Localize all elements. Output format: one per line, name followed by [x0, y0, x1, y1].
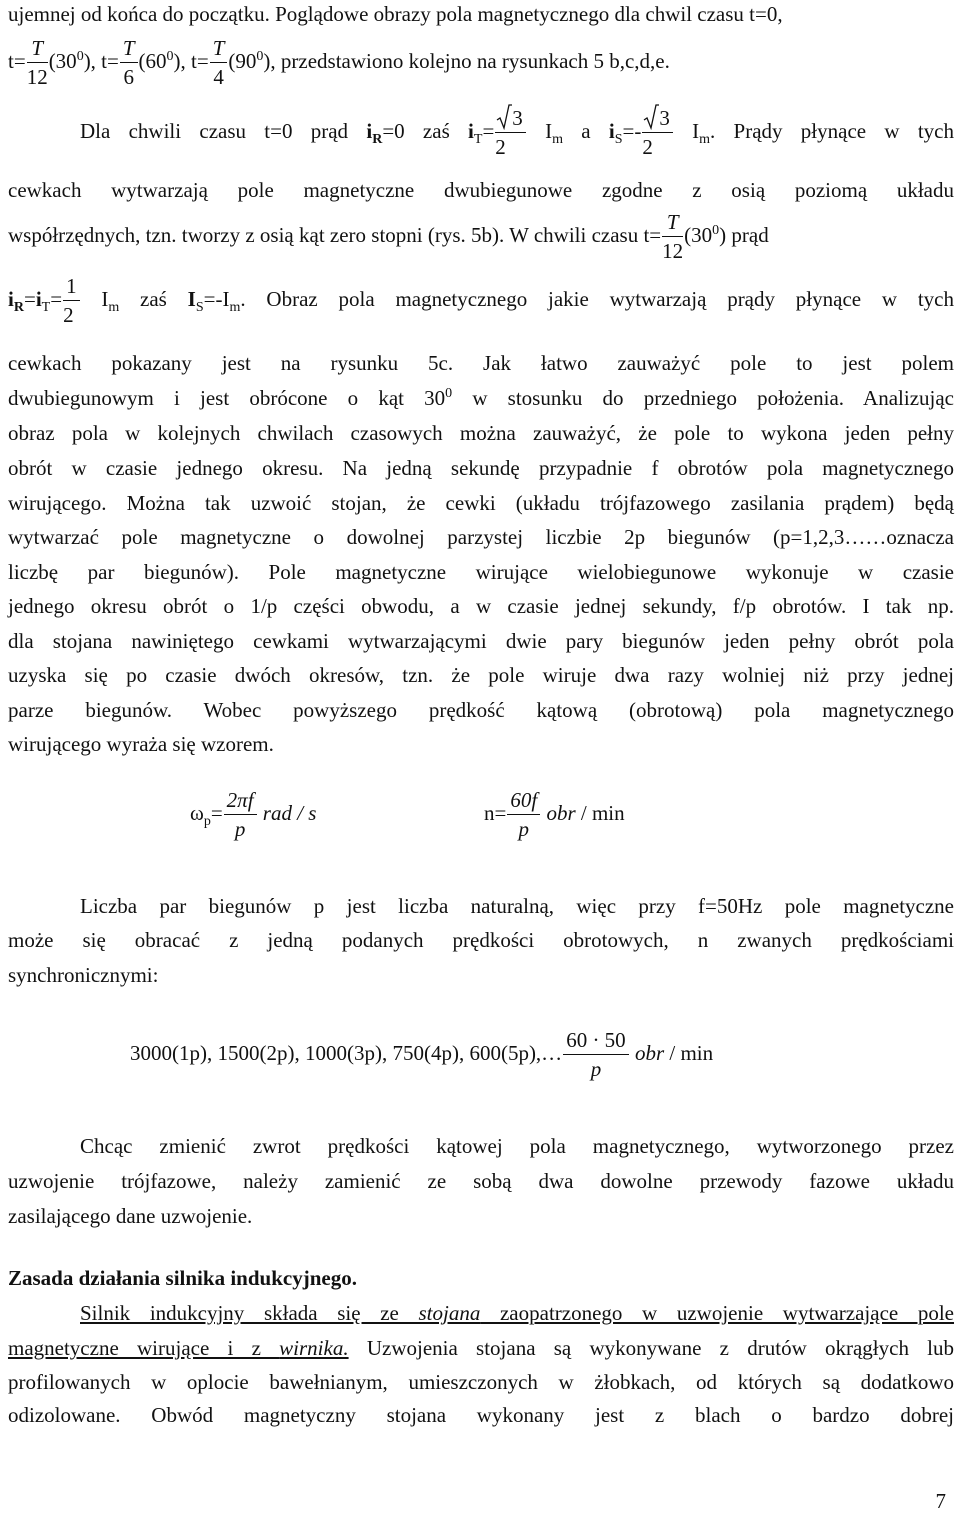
- text: =: [482, 118, 495, 143]
- fraction: [63, 276, 80, 326]
- subscript: T: [473, 132, 483, 147]
- text: Uzwojenia stojana są wykonywane z drutów okrągłych lub: [348, 1336, 955, 1360]
- text-line: jednego okresu obrót o 1/p części obwodu, a w czasie jednej sekundy, f/p obrotów. I tak np.: [8, 594, 954, 618]
- numerator: 2πf: [224, 790, 257, 815]
- text: dwubiegunowym i jest obrócone o kąt 30: [8, 386, 446, 410]
- numerator: T: [27, 38, 48, 63]
- text-line: obraz pola w kolejnych chwilach czasowych można zauważyć, że pole to wykona jeden pełny: [8, 421, 954, 445]
- text-line: Chcąc zmienić zwrot prędkości kątowej pola magnetycznego, wytworzonego przez: [80, 1134, 954, 1158]
- text-line: zasilającego dane uzwojenie.: [8, 1204, 253, 1228]
- text-line-fractions: [8, 38, 954, 88]
- underlined-text: Silnik indukcyjny składa się ze: [80, 1301, 419, 1325]
- underlined-italic-text: stojana: [418, 1301, 481, 1325]
- text-line: uzyska się po czasie dwóch okresów, tzn. że pole wiruje dwa razy wolniej niż przy jednej: [8, 663, 954, 687]
- text: ), przedstawiono kolejno na rysunkach 5 b,c,d,e.: [263, 48, 670, 73]
- text-line: Liczba par biegunów p jest liczba naturalną, więc przy f=50Hz pole magnetyczne: [80, 894, 954, 918]
- denominator: 2: [63, 303, 74, 327]
- numerator: 60f: [507, 790, 540, 815]
- text: =-I: [203, 286, 230, 311]
- text: ) prąd: [719, 222, 769, 247]
- superscript: 0: [712, 222, 720, 238]
- subscript: m: [699, 132, 710, 147]
- text: (60: [138, 48, 167, 73]
- formula-angular-velocity: [190, 790, 316, 840]
- numerator: T: [210, 38, 228, 63]
- denominator: p: [590, 1057, 602, 1081]
- text: I: [692, 118, 700, 143]
- radicand: 3: [659, 106, 670, 130]
- radicand: 3: [512, 106, 523, 130]
- omega-symbol: ω: [190, 800, 204, 825]
- fraction-sqrt3: [642, 108, 673, 158]
- text-line: wirującego wyraża się wzorem.: [8, 732, 274, 756]
- text-line: wirującego. Można tak uzwoić stojan, że cewki (układu trójfazowego zasilania prądem) będą: [8, 491, 954, 515]
- text: =: [23, 286, 36, 311]
- text: I: [80, 286, 109, 311]
- text: zaś: [119, 286, 188, 311]
- text: (90: [228, 48, 257, 73]
- unit: / min: [575, 800, 625, 825]
- subscript: p: [203, 814, 211, 829]
- text: . Obraz pola magnetycznego jakie wytwarzają prądy płynące w tych: [240, 286, 954, 311]
- subscript: m: [108, 300, 120, 315]
- text: =: [210, 800, 223, 825]
- text-line-currents: [8, 276, 954, 326]
- fraction: [120, 38, 138, 88]
- sqrt-sign: [498, 108, 523, 129]
- numerator: [495, 108, 526, 133]
- fraction: [563, 1030, 629, 1080]
- text: ), t=: [83, 48, 119, 73]
- denominator: 2: [495, 135, 506, 159]
- text-line-underlined: [80, 1300, 954, 1326]
- text: . Prądy płynące w tych: [710, 118, 954, 143]
- current-symbol: I: [187, 286, 196, 311]
- current-symbol: i: [366, 118, 373, 143]
- text: 3000(1p), 1500(2p), 1000(3p), 750(4p), 600(5p),…: [130, 1040, 563, 1065]
- formula-rotational-speed: [484, 790, 625, 840]
- unit: obr: [634, 1040, 665, 1065]
- unit: / min: [664, 1040, 714, 1065]
- current-symbol: i: [35, 286, 42, 311]
- unit: rad / s: [262, 800, 317, 825]
- underlined-text: zaopatrzonego w uzwojenie wytwarzające pole: [480, 1301, 955, 1325]
- fraction: [662, 212, 683, 262]
- superscript: 0: [445, 386, 453, 401]
- text: =0 zaś: [382, 118, 469, 143]
- text-line-currents: [80, 108, 954, 158]
- text-line: cewkach wytwarzają pole magnetyczne dwubiegunowe zgodne z osią poziomą układu: [8, 178, 954, 202]
- denominator: 12: [662, 239, 684, 263]
- current-symbol: i: [608, 118, 615, 143]
- numerator: 60 · 50: [563, 1030, 629, 1055]
- superscript: 0: [76, 48, 84, 64]
- subscript: m: [229, 300, 241, 315]
- text-line: cewkach pokazany jest na rysunku 5c. Jak łatwo zauważyć pole to jest polem: [8, 351, 954, 375]
- section-heading: Zasada działania silnika indukcyjnego.: [8, 1266, 357, 1290]
- text-line-fraction: [8, 212, 954, 262]
- formula-synchronous-speeds: [130, 1030, 713, 1080]
- sqrt-sign: [645, 108, 670, 129]
- subscript: S: [614, 132, 623, 147]
- subscript: R: [372, 132, 383, 147]
- numerator: 1: [63, 276, 80, 301]
- text: współrzędnych, tzn. tworzy z osią kąt zero stopni (rys. 5b). W chwili czasu t=: [8, 222, 662, 247]
- subscript: m: [552, 132, 563, 147]
- text-line: ujemnej od końca do początku. Poglądowe obrazy pola magnetycznego dla chwil czasu t=0,: [8, 2, 783, 26]
- fraction: [27, 38, 48, 88]
- text-line: obrót w czasie jednego okresu. Na jedną sekundę przypadnie f obrotów pola magnetycznego: [8, 456, 954, 480]
- text-line: dla stojana nawiniętego cewkami wytwarzającymi dwie pary biegunów jeden pełny obrót pola: [8, 629, 954, 653]
- numerator: T: [120, 38, 138, 63]
- text: t=: [8, 48, 26, 73]
- text-line: profilowanych w oplocie bawełnianym, umieszczonych w żłobkach, od których są dodatkowo: [8, 1370, 954, 1394]
- text: =-: [622, 118, 642, 143]
- denominator: p: [518, 817, 530, 841]
- unit: obr: [546, 800, 576, 825]
- text: Dla chwili czasu t=0 prąd: [80, 118, 367, 143]
- denominator: 6: [123, 65, 134, 89]
- page-number: 7: [935, 1489, 946, 1513]
- text-line: może się obracać z jedną podanych prędkości obrotowych, n zwanych prędkościami: [8, 928, 954, 952]
- text: =: [50, 286, 63, 311]
- text: n=: [484, 800, 507, 825]
- denominator: p: [234, 817, 246, 841]
- subscript: S: [195, 300, 204, 315]
- text: w stosunku do przedniego położenia. Analizując: [452, 386, 955, 410]
- text: (30: [684, 222, 713, 247]
- text-line: [8, 385, 954, 411]
- text-line-underlined: [8, 1335, 954, 1361]
- superscript: 0: [166, 48, 174, 64]
- superscript: 0: [256, 48, 264, 64]
- fraction: [507, 790, 540, 840]
- text-line: synchronicznymi:: [8, 963, 159, 987]
- underlined-italic-text: wirnika.: [279, 1336, 349, 1360]
- subscript: R: [13, 300, 24, 315]
- text: a: [562, 118, 609, 143]
- numerator: [642, 108, 673, 133]
- text: (30: [48, 48, 77, 73]
- denominator: 12: [26, 65, 48, 89]
- fraction: [224, 790, 257, 840]
- underlined-text: magnetyczne wirujące i z: [8, 1336, 280, 1360]
- subscript: T: [41, 300, 51, 315]
- text-line: wytwarzać pole magnetyczne o dowolnej parzystej liczbie 2p biegunów (p=1,2,3……oznacza: [8, 525, 954, 549]
- fraction: [210, 38, 228, 88]
- current-symbol: i: [468, 118, 474, 143]
- text-line: odizolowane. Obwód magnetyczny stojana wykonany jest z blach o bardzo dobrej: [8, 1403, 954, 1427]
- current-symbol: i: [8, 286, 14, 311]
- text: I: [545, 118, 553, 143]
- denominator: 4: [213, 65, 224, 89]
- text-line: uzwojenie trójfazowe, należy zamienić ze sobą dwa dowolne przewody fazowe układu: [8, 1169, 954, 1193]
- text-line: liczbę par biegunów). Pole magnetyczne wirujące wielobiegunowe wykonuje w czasie: [8, 560, 954, 584]
- text: ), t=: [173, 48, 209, 73]
- fraction-sqrt3: [495, 108, 526, 158]
- numerator: T: [662, 212, 683, 237]
- text-line: parze biegunów. Wobec powyższego prędkość kątową (obrotową) pola magnetycznego: [8, 698, 954, 722]
- denominator: 2: [642, 135, 653, 159]
